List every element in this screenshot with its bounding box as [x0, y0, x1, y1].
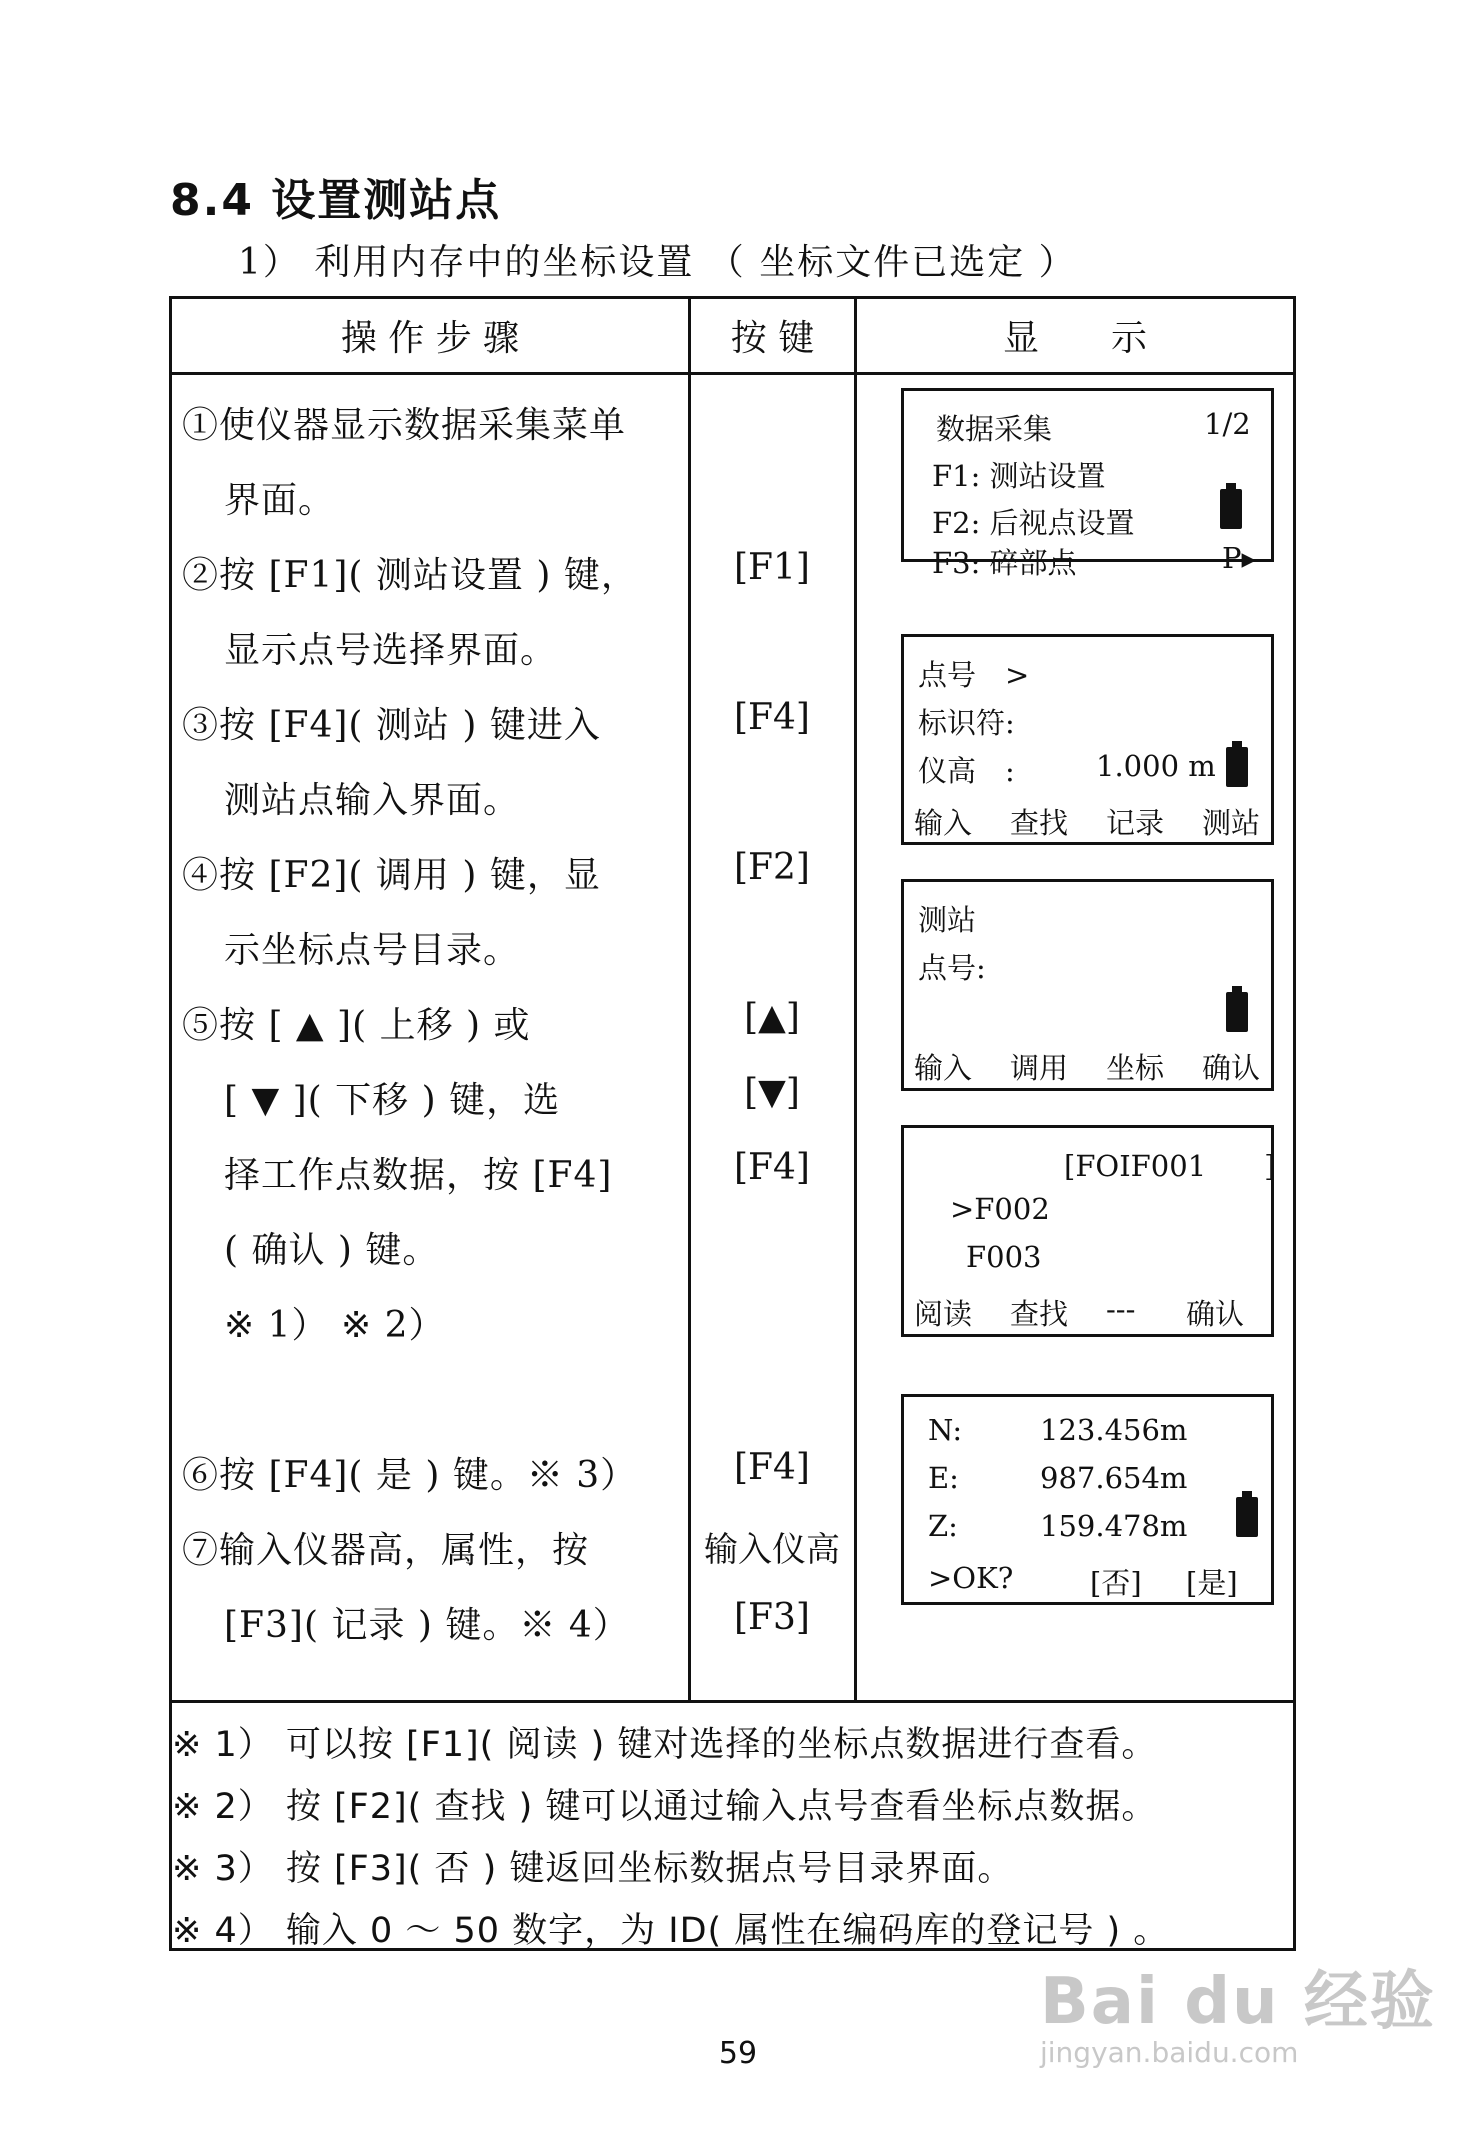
point-number-field: 点号 >: [918, 658, 1030, 692]
notes-divider: [172, 1700, 1293, 1703]
step-text: ( 确认 ) 键。: [224, 1230, 440, 1271]
step-text: ⑦输入仪器高，属性，按: [182, 1530, 590, 1571]
section-heading: 8.4 设置测站点: [170, 175, 502, 226]
north-value: 123.456m: [1040, 1413, 1188, 1447]
subsection-heading: 1） 利用内存中的坐标设置 （ 坐标文件已选定 ）: [238, 242, 1077, 283]
step-text: [ ▼ ]( 下移 ) 键，选: [224, 1080, 561, 1121]
station-title: 测站: [918, 903, 977, 937]
watermark-url: jingyan.baidu.com: [1040, 2036, 1299, 2069]
footnote-2: ※ 2） 按 [F2]( 查找 ) 键可以通过输入点号查看坐标点数据。: [172, 1787, 1158, 1827]
softkey-confirm: 确认: [1186, 1297, 1245, 1331]
watermark: [1040, 1950, 1436, 2069]
softkey-no: [否]: [1090, 1566, 1142, 1600]
key-label: [F3]: [734, 1597, 810, 1638]
east-value: 987.654m: [1040, 1461, 1188, 1495]
screen-title: 数据采集: [936, 412, 1053, 446]
softkey-recall: 调用: [1010, 1051, 1069, 1085]
battery-icon: [1236, 1497, 1258, 1537]
step-text: ⑤按 [ ▲ ]( 上移 ) 或: [182, 1005, 531, 1046]
screen-data-collection: [901, 388, 1274, 580]
step-text: [F3]( 记录 ) 键。※ 4）: [224, 1605, 630, 1646]
softkey-record: 记录: [1106, 806, 1165, 840]
battery-icon: [1226, 747, 1248, 787]
screen-coordinate-list: [901, 1125, 1274, 1337]
step-text: 界面。: [224, 480, 336, 521]
step-text: ⑥按 [F4]( 是 ) 键。※ 3）: [182, 1455, 638, 1496]
softkey-read: 阅读: [914, 1297, 973, 1331]
east-label: E:: [928, 1461, 959, 1495]
header-display: 显 示: [1002, 318, 1147, 359]
point-number-field: 点号:: [918, 951, 986, 985]
z-label: Z:: [928, 1509, 958, 1543]
footnote-1: ※ 1） 可以按 [F1]( 阅读 ) 键对选择的坐标点数据进行查看。: [172, 1725, 1158, 1765]
softkey-find: 查找: [1010, 806, 1069, 840]
header-keys: 按 键: [730, 318, 815, 359]
key-label: [F4]: [734, 1147, 810, 1188]
page-number: 59: [718, 2036, 758, 2071]
softkey-find: 查找: [1010, 1297, 1069, 1331]
screen-page: 1/2: [1204, 407, 1251, 441]
header-divider: [172, 372, 1293, 375]
menu-item-station-setup: F1: 测站设置: [932, 459, 1106, 493]
menu-item-detail-point: F3: 碎部点: [932, 546, 1077, 580]
key-label: [F2]: [734, 847, 810, 888]
battery-icon: [1226, 992, 1248, 1032]
north-label: N:: [928, 1413, 963, 1447]
softkey-station: 测站: [1202, 806, 1261, 840]
header-steps: 操 作 步 骤: [340, 318, 520, 359]
softkey-input: 输入: [914, 1051, 973, 1085]
screen-coordinate-confirm: [901, 1394, 1274, 1605]
step-text: 择工作点数据，按 [F4]: [224, 1155, 613, 1196]
more-pages-indicator: P▸: [1222, 541, 1257, 575]
softkey-confirm: 确认: [1202, 1051, 1261, 1085]
list-item: F003: [966, 1240, 1042, 1274]
step-text: ①使仪器显示数据采集菜单: [182, 405, 627, 446]
softkey-input: 输入: [914, 806, 973, 840]
step-text: 测站点输入界面。: [224, 780, 521, 821]
key-label: [F4]: [734, 1447, 810, 1488]
ok-prompt: >OK?: [928, 1561, 1014, 1595]
key-label: [▲]: [744, 997, 800, 1038]
key-label: 输入仪高: [704, 1530, 840, 1570]
key-label: [▼]: [744, 1072, 800, 1113]
instrument-height-label: 仪高 :: [918, 754, 1015, 788]
footnote-3: ※ 3） 按 [F3]( 否 ) 键返回坐标数据点号目录界面。: [172, 1849, 1014, 1889]
identifier-field: 标识符:: [918, 706, 1015, 740]
step-text: ④按 [F2]( 调用 ) 键，显: [182, 855, 601, 896]
step-text: 示坐标点号目录。: [224, 930, 521, 971]
footnote-4: ※ 4） 输入 0 ～ 50 数字，为 ID( 属性在编码库的登记号 ) 。: [172, 1911, 1170, 1951]
instrument-height-value: 1.000 m: [1096, 749, 1216, 783]
column-divider: [854, 299, 857, 1703]
key-label: [F1]: [734, 547, 810, 588]
key-label: [F4]: [734, 697, 810, 738]
step-note-refs: ※ 1） ※ 2）: [224, 1305, 446, 1346]
step-text: ③按 [F4]( 测站 ) 键进入: [182, 705, 601, 746]
screen-station-input: [901, 879, 1274, 1091]
menu-item-backsight-setup: F2: 后视点设置: [932, 506, 1135, 540]
battery-icon: [1220, 489, 1242, 529]
list-item-selected: >F002: [950, 1192, 1050, 1226]
softkey-empty: ---: [1106, 1292, 1136, 1326]
z-value: 159.478m: [1040, 1509, 1188, 1543]
file-name: [FOIF001 ]: [1064, 1149, 1276, 1183]
softkey-yes: [是]: [1186, 1566, 1238, 1600]
step-text: 显示点号选择界面。: [224, 630, 558, 671]
procedure-table: [169, 296, 1296, 1951]
softkey-coordinate: 坐标: [1106, 1051, 1165, 1085]
baidu-logo: Bai du 经验: [1040, 1965, 1436, 2039]
step-text: ②按 [F1]( 测站设置 ) 键，: [182, 555, 638, 596]
screen-point-number: [901, 634, 1274, 845]
